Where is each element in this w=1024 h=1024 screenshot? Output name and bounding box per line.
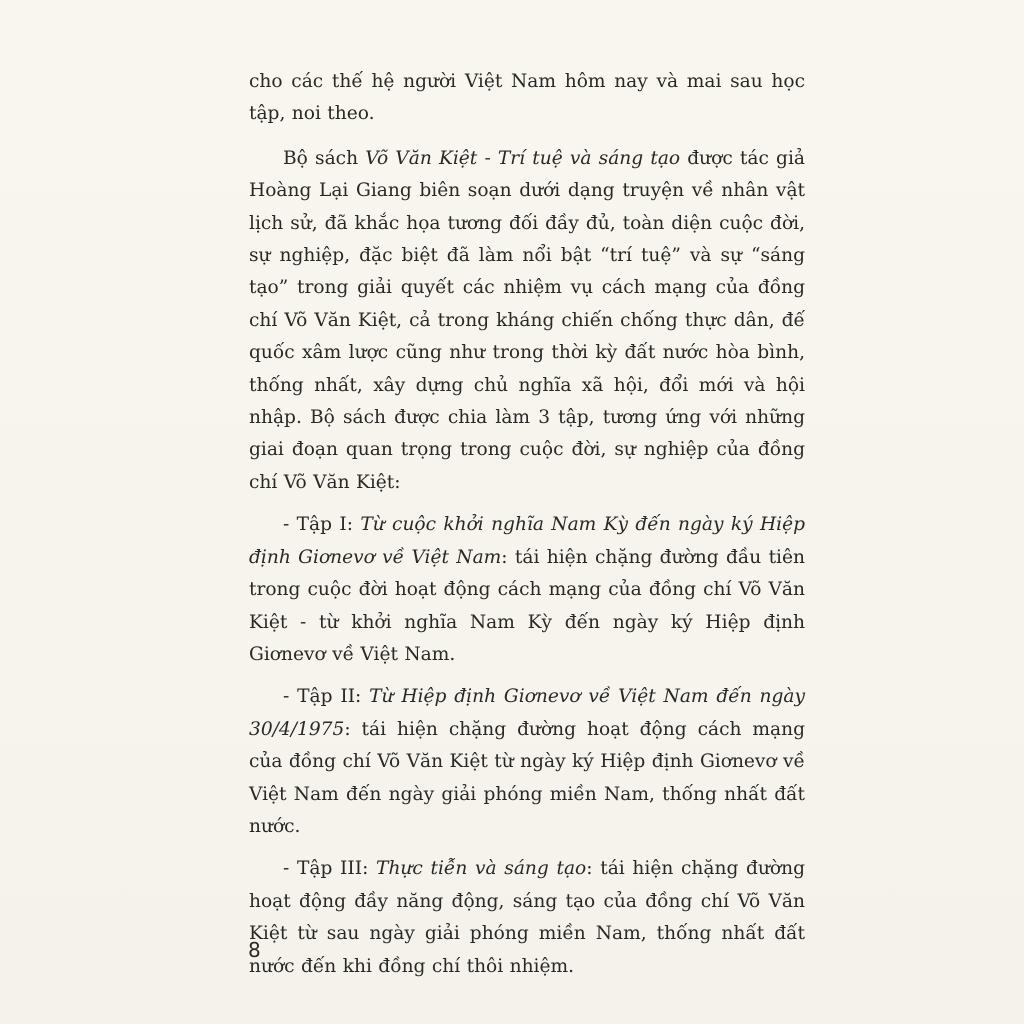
volume-1-title: Từ cuộc khởi nghĩa Nam Kỳ đến ngày ký Hiệp định Giơnevơ về Việt Nam [249, 514, 806, 568]
text-span: - Tập I: [283, 514, 361, 536]
paragraph-volume-1 [249, 509, 805, 671]
text-column [249, 66, 805, 993]
text-span: : tái hiện chặng đường hoạt động đầy năng động, sáng tạo của đồng chí Võ Văn Kiệt từ sau ngày giải phóng miền Nam, thống nhất đất nước đến khi đồng chí thôi nhiệm. [249, 858, 805, 977]
text-span: - Tập III: [283, 858, 377, 880]
paragraph-book-series [249, 143, 805, 499]
paragraph-volume-3 [249, 853, 805, 983]
volume-2-title: Từ Hiệp định Giơnevơ về Việt Nam đến ngày 30/4/1975 [249, 686, 805, 740]
book-title-italic: Võ Văn Kiệt - Trí tuệ và sáng tạo [365, 147, 681, 169]
paragraph-volume-2 [249, 681, 805, 843]
text-span: Bộ sách [283, 147, 366, 169]
text-span: cho các thế hệ người Việt Nam hôm nay và mai sau học tập, noi theo. [249, 71, 805, 125]
page-number: 8 [248, 938, 261, 962]
text-span: được tác giả Hoàng Lại Giang biên soạn dưới dạng truyện về nhân vật lịch sử, đã khắc họa tương đối đầy đủ, toàn diện cuộc đời, sự nghiệp, đặc biệt đã làm nổi bật “trí tuệ” và sự “sáng tạo” trong giải quyết các nhiệm vụ cách mạng của đồng chí Võ Văn Kiệt, cả trong kháng chiến chống thực dân, đế quốc xâm lược cũng như trong thời kỳ đất nước hòa bình, thống nhất, xây dựng chủ nghĩa xã hội, đổi mới và hội nhập. Bộ sách được chia làm 3 tập, tương ứng với những giai đoạn quan trọng trong cuộc đời, sự nghiệp của đồng chí Võ Văn Kiệt: [249, 147, 805, 493]
volume-3-title: Thực tiễn và sáng tạo [376, 858, 587, 880]
text-span: - Tập II: [283, 686, 370, 708]
text-span: : tái hiện chặng đường đầu tiên trong cuộc đời hoạt động cách mạng của đồng chí Võ Văn Kiệt - từ khởi nghĩa Nam Kỳ đến ngày ký Hiệp định Giơnevơ về Việt Nam. [249, 546, 805, 665]
text-span: : tái hiện chặng đường hoạt động cách mạng của đồng chí Võ Văn Kiệt từ ngày ký Hiệp định Giơnevơ về Việt Nam đến ngày giải phóng miền Nam, thống nhất đất nước. [249, 718, 805, 837]
paragraph-intro-continuation [249, 66, 805, 131]
